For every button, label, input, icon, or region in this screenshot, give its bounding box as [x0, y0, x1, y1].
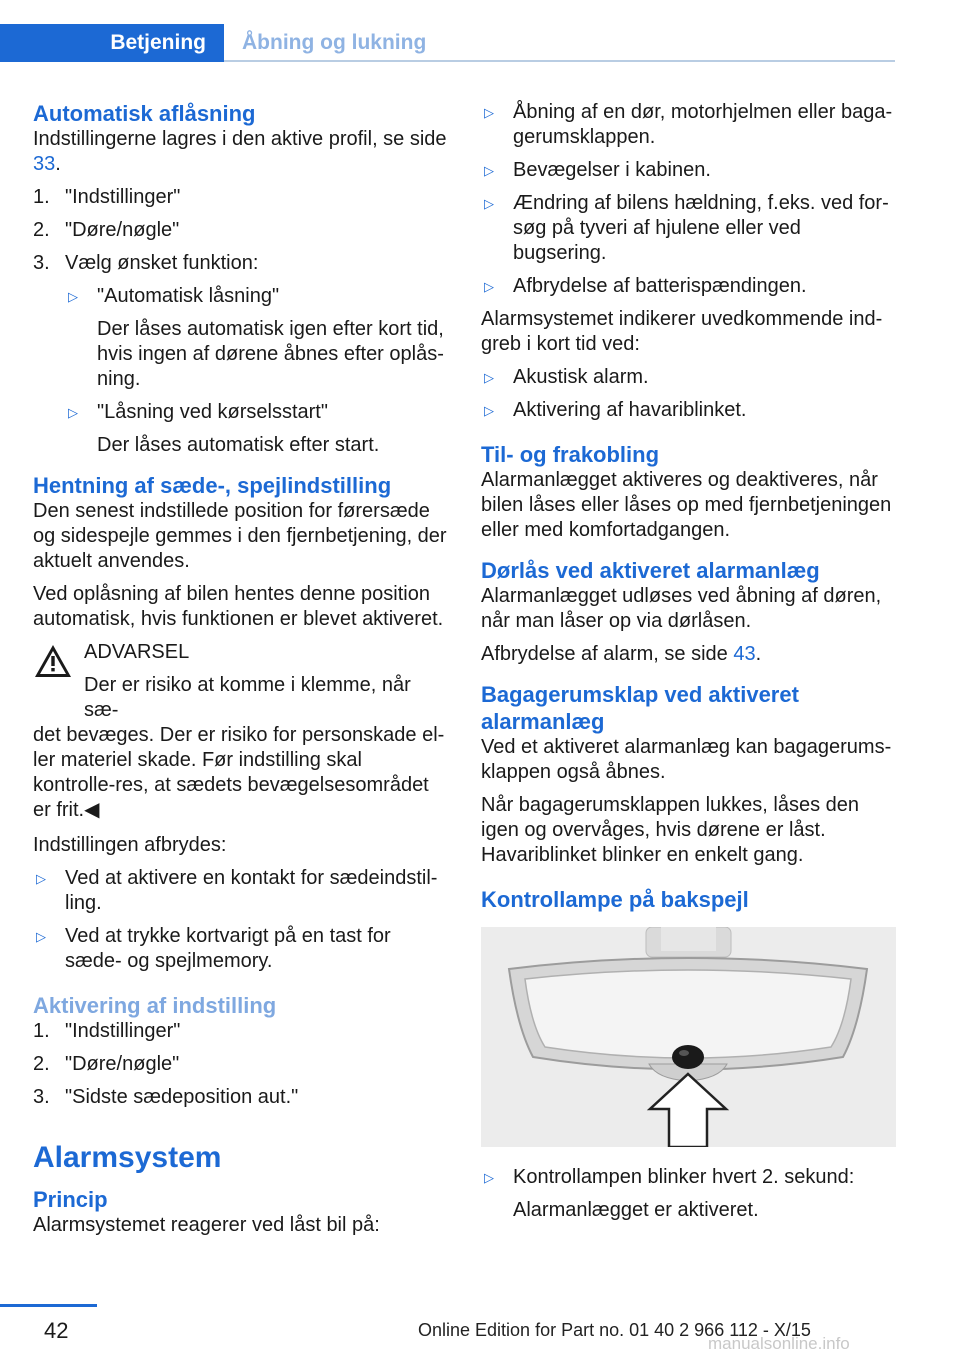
triangle-bullet-icon: ▷: [484, 279, 494, 294]
heading-til-og-frakobling: Til- og frakobling: [481, 442, 660, 467]
triangle-bullet-icon: ▷: [484, 1170, 494, 1185]
list-item: ▷ Bevægelser i kabinen.: [481, 158, 896, 183]
heading-automatisk-aflasning: Automatisk aflåsning: [33, 101, 256, 126]
list-item: ▷ Ved at aktivere en kontakt for sædeindstil-ling.: [33, 866, 448, 916]
list-item: ▷ "Låsning ved kørselsstart" Der låses automatisk efter start.: [65, 400, 448, 458]
trunk-paragraph-2: Når bagagerumsklappen lukkes, låses den igen og overvåges, hvis dørene er låst. Havariblinket blinker en enkelt gang.: [481, 794, 859, 866]
indicate-paragraph: Alarmsystemet indikerer uvedkommende ind-greb i kort tid ved:: [481, 308, 883, 355]
edition-text: Online Edition for Part no. 01 40 2 966 112 - X/15: [418, 1320, 811, 1340]
tab-abning-og-lukning[interactable]: Åbning og lukning: [242, 31, 427, 54]
triangle-bullet-icon: ▷: [68, 405, 78, 420]
list-item: 1. "Indstillinger": [33, 1020, 181, 1042]
heading-aktivering: Aktivering af indstilling: [33, 993, 277, 1018]
list-item: ▷ Ved at trykke kortvarigt på en tast for sæde- og spejlmemory.: [33, 924, 448, 974]
page-link-33[interactable]: 33: [33, 153, 56, 175]
heading-princip: Princip: [33, 1187, 108, 1212]
triangle-bullet-icon: ▷: [484, 370, 494, 385]
list-item: 1. "Indstillinger": [33, 186, 181, 208]
list-item: 2. "Døre/nøgle": [33, 1053, 180, 1075]
list-item: ▷ Afbrydelse af batterispændingen.: [481, 274, 896, 299]
warning-icon: [33, 642, 73, 680]
list-item: ▷ Ændring af bilens hældning, f.eks. ved for-søg på tyveri af hjulene eller ved bugsering.: [481, 191, 896, 266]
principle-paragraph: Alarmsystemet reagerer ved låst bil på:: [33, 1214, 380, 1236]
rearview-mirror-illustration: [481, 927, 896, 1147]
watermark: manualsonline.info: [708, 1334, 850, 1353]
triangle-bullet-icon: ▷: [484, 105, 494, 120]
heading-alarmsystem: Alarmsystem: [33, 1141, 222, 1174]
auto-paragraph: Indstillingerne lagres i den aktive profil, se side 33.: [33, 128, 447, 175]
triangle-bullet-icon: ▷: [484, 403, 494, 418]
triangle-bullet-icon: ▷: [36, 929, 46, 944]
list-item: ▷ Åbning af en dør, motorhjelmen eller baga-gerumsklappen.: [481, 100, 896, 150]
list-item: ▷ "Automatisk låsning" Der låses automatisk igen efter kort tid, hvis ingen af dørene åbnes efter oplås-ning.: [65, 284, 448, 392]
seat-paragraph-1: Den senest indstillede position for førersæde og sidespejle gemmes i den fjernbetjening, der aktuelt anvendes.: [33, 500, 447, 572]
heading-kontrollampe: Kontrollampe på bakspejl: [481, 887, 749, 912]
list-item: 2. "Døre/nøgle": [33, 219, 180, 241]
right-column: [481, 100, 896, 1231]
triangle-bullet-icon: ▷: [36, 871, 46, 886]
triangle-bullet-icon: ▷: [484, 163, 494, 178]
doorlock-paragraph: Alarmanlægget udløses ved åbning af døren, når man låser op via dørlåsen.: [481, 585, 882, 632]
left-column: [33, 100, 448, 1246]
list-item: ▷ Akustisk alarm.: [481, 365, 896, 390]
list-item: ▷ Kontrollampen blinker hvert 2. sekund: Alarmanlægget er aktiveret.: [481, 1165, 896, 1223]
interrupt-paragraph: Indstillingen afbrydes:: [33, 834, 227, 856]
warning-box: ADVARSEL Der er risiko at komme i klemme, når sæ- det bevæges. Der er risiko for personskade el-ler materiel skade. Før indstilling skal kontrolle-res, at sædets bevægelsesområdet er frit.◀: [33, 640, 448, 823]
page-link-43[interactable]: 43: [733, 643, 756, 665]
tab-betjening[interactable]: Betjening: [0, 24, 224, 62]
onoff-paragraph: Alarmanlægget aktiveres og deaktiveres, når bilen låses eller låses op med fjernbetjeningen eller med komfortadgangen.: [481, 469, 892, 541]
triangle-bullet-icon: ▷: [484, 196, 494, 211]
heading-hentning: Hentning af sæde-, spejlindstilling: [33, 473, 392, 498]
list-item: 3. "Sidste sædeposition aut.": [33, 1086, 299, 1108]
heading-dorlas: Dørlås ved aktiveret alarmanlæg: [481, 558, 820, 583]
triangle-bullet-icon: ▷: [68, 289, 78, 304]
cancel-paragraph: Afbrydelse af alarm, se side 43.: [481, 643, 762, 665]
list-item: ▷ Aktivering af havariblinket.: [481, 398, 896, 423]
indicator-lamp-icon: [672, 1045, 704, 1069]
page-number: 42: [44, 1318, 69, 1343]
list-item: 3. Vælg ønsket funktion:: [33, 252, 259, 274]
warning-title: ADVARSEL: [84, 641, 190, 663]
trunk-paragraph-1: Ved et aktiveret alarmanlæg kan bagagerums-klappen også åbnes.: [481, 736, 892, 783]
footer-accent-line: [0, 1304, 97, 1307]
heading-bagagerumsklap: Bagagerumsklap ved aktiveret alarmanlæg: [481, 682, 799, 734]
seat-paragraph-2: Ved oplåsning af bilen hentes denne position automatisk, hvis funktionen er blevet aktiveret.: [33, 583, 444, 630]
